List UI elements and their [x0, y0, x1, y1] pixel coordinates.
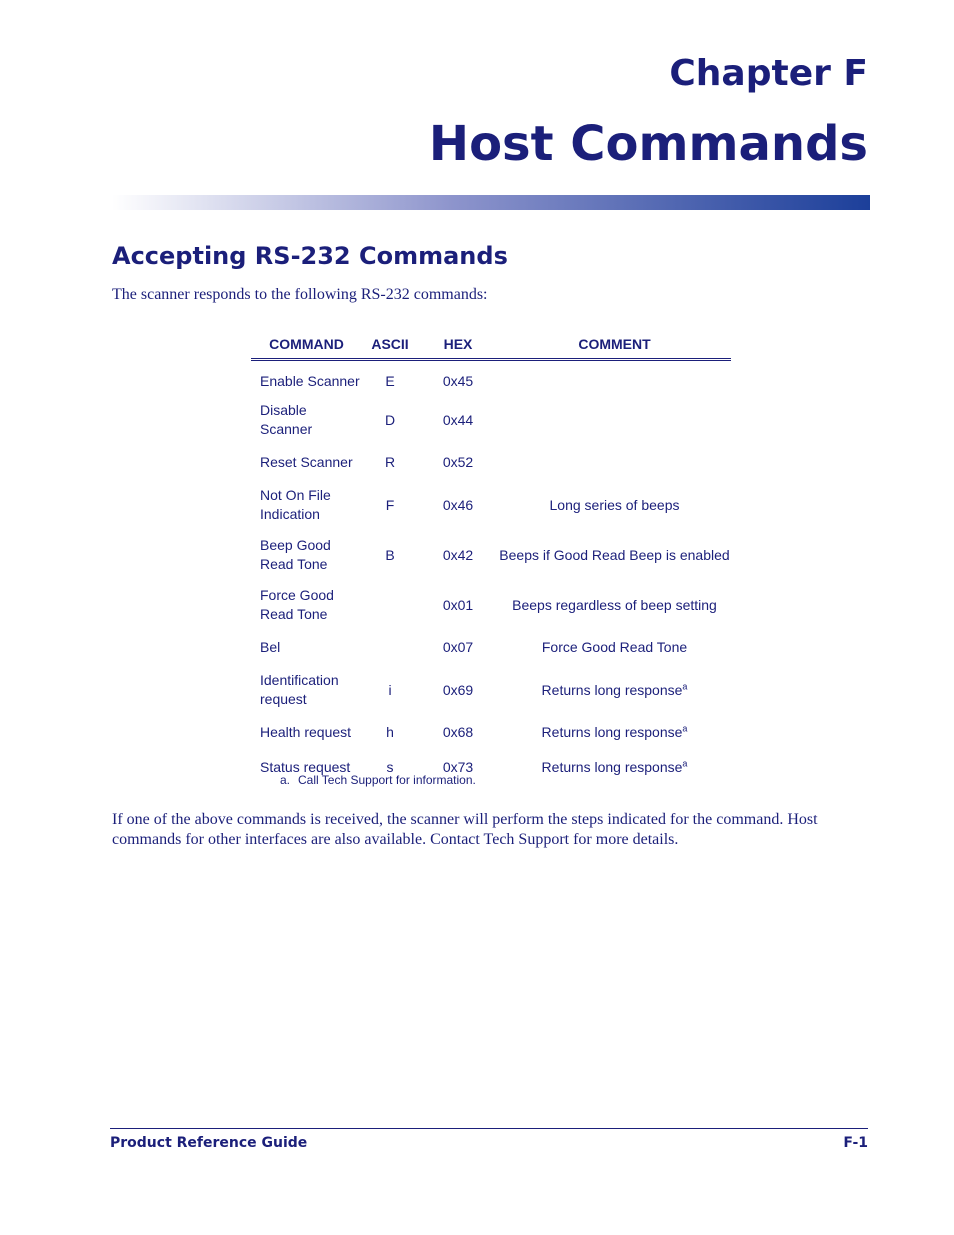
footnote-text: Call Tech Support for information. — [298, 773, 476, 787]
command-line: Identification — [260, 672, 339, 688]
body-paragraph: If one of the above commands is received, the scanner will perform the steps indicated for the command. Host commands for other interfaces are also available. Contact Tech Support for more details. — [112, 811, 818, 848]
command-line: Bel — [260, 639, 281, 655]
cell-hex: 0x52 — [442, 454, 474, 470]
cell-comment — [498, 367, 731, 395]
cell-hex: 0x69 — [442, 681, 474, 698]
cell-hex: 0x68 — [442, 724, 474, 740]
cell-comment — [498, 665, 731, 715]
table-header-row — [251, 330, 731, 360]
table-row — [251, 395, 731, 445]
header-gradient-bar — [112, 195, 870, 210]
table-row — [251, 630, 731, 665]
cell-comment — [498, 445, 731, 480]
cell-command — [251, 530, 362, 580]
cell-ascii: F — [385, 496, 395, 513]
cell-command — [251, 665, 362, 715]
commands-table — [251, 330, 731, 784]
cell-hex: 0x44 — [442, 411, 474, 428]
command-line: Disable — [260, 402, 307, 418]
chapter-title: Host Commands — [428, 116, 868, 172]
command-line: Beep Good — [260, 537, 331, 553]
cell-comment — [498, 395, 731, 445]
cell-ascii: D — [384, 411, 396, 428]
cell-ascii: s — [386, 758, 394, 775]
command-line: Scanner — [260, 421, 313, 437]
cell-comment — [498, 480, 731, 530]
footnote-marker: a — [682, 723, 688, 734]
column-header-hex: HEX — [418, 330, 498, 360]
command-line: Read Tone — [260, 556, 328, 572]
comment-text: Returns long response — [541, 724, 683, 740]
table-row — [251, 580, 731, 630]
cell-command — [251, 715, 362, 750]
table-row — [251, 715, 731, 750]
cell-comment — [498, 580, 731, 630]
footnote-marker: a — [682, 757, 688, 768]
command-line: Indication — [260, 506, 320, 522]
footer-guide-title: Product Reference Guide — [110, 1135, 308, 1151]
cell-command — [251, 580, 362, 630]
cell-command — [251, 367, 362, 395]
intro-text: The scanner responds to the following RS-232 commands: — [112, 286, 488, 303]
cell-hex: 0x42 — [442, 546, 474, 563]
cell-hex: 0x01 — [442, 596, 474, 613]
command-line: Status request — [260, 758, 351, 775]
cell-command — [251, 395, 362, 445]
comment-text: Force Good Read Tone — [541, 639, 688, 655]
comment-text: Returns long response — [541, 758, 683, 775]
footnote-letter: a. — [280, 773, 291, 787]
cell-hex: 0x73 — [442, 758, 474, 775]
table-row — [251, 665, 731, 715]
cell-ascii — [362, 630, 418, 665]
command-line: Read Tone — [260, 606, 328, 622]
cell-ascii: E — [385, 372, 395, 389]
column-header-comment: COMMENT — [498, 330, 731, 360]
comment-text: Returns long response — [541, 681, 683, 698]
section-heading: Accepting RS-232 Commands — [112, 242, 508, 270]
cell-command — [251, 445, 362, 480]
footer-rule — [110, 1128, 868, 1129]
command-line: Enable Scanner — [260, 372, 360, 389]
cell-ascii: h — [386, 724, 394, 740]
comment-text: Beeps if Good Read Beep is enabled — [499, 546, 730, 563]
command-line: Not On File — [260, 487, 331, 503]
cell-comment — [498, 715, 731, 750]
command-line: Force Good — [260, 587, 334, 603]
cell-comment — [498, 530, 731, 580]
table-row — [251, 367, 731, 395]
cell-ascii: i — [388, 681, 392, 698]
footer-page-number: F-1 — [843, 1135, 868, 1151]
cell-ascii: B — [385, 546, 395, 563]
table-row — [251, 530, 731, 580]
command-line: request — [260, 691, 307, 707]
cell-comment — [498, 630, 731, 665]
cell-hex: 0x46 — [442, 496, 474, 513]
column-header-ascii: ASCII — [362, 330, 418, 360]
chapter-label: Chapter F — [669, 53, 868, 94]
command-line: Health request — [260, 724, 352, 740]
cell-hex: 0x45 — [442, 372, 474, 389]
cell-command — [251, 480, 362, 530]
table-footnote — [280, 773, 476, 787]
cell-hex: 0x07 — [442, 639, 474, 655]
cell-comment — [498, 750, 731, 784]
cell-ascii — [362, 580, 418, 630]
comment-text: Long series of beeps — [549, 496, 680, 513]
table-row — [251, 480, 731, 530]
comment-text: Beeps regardless of beep setting — [512, 596, 717, 613]
table-body — [251, 360, 731, 785]
table-row — [251, 445, 731, 480]
footnote-marker: a — [682, 680, 688, 691]
command-line: Reset Scanner — [260, 454, 353, 470]
cell-ascii: R — [384, 454, 396, 470]
cell-command — [251, 630, 362, 665]
table-spacer — [251, 360, 731, 368]
column-header-command: COMMAND — [251, 330, 362, 360]
